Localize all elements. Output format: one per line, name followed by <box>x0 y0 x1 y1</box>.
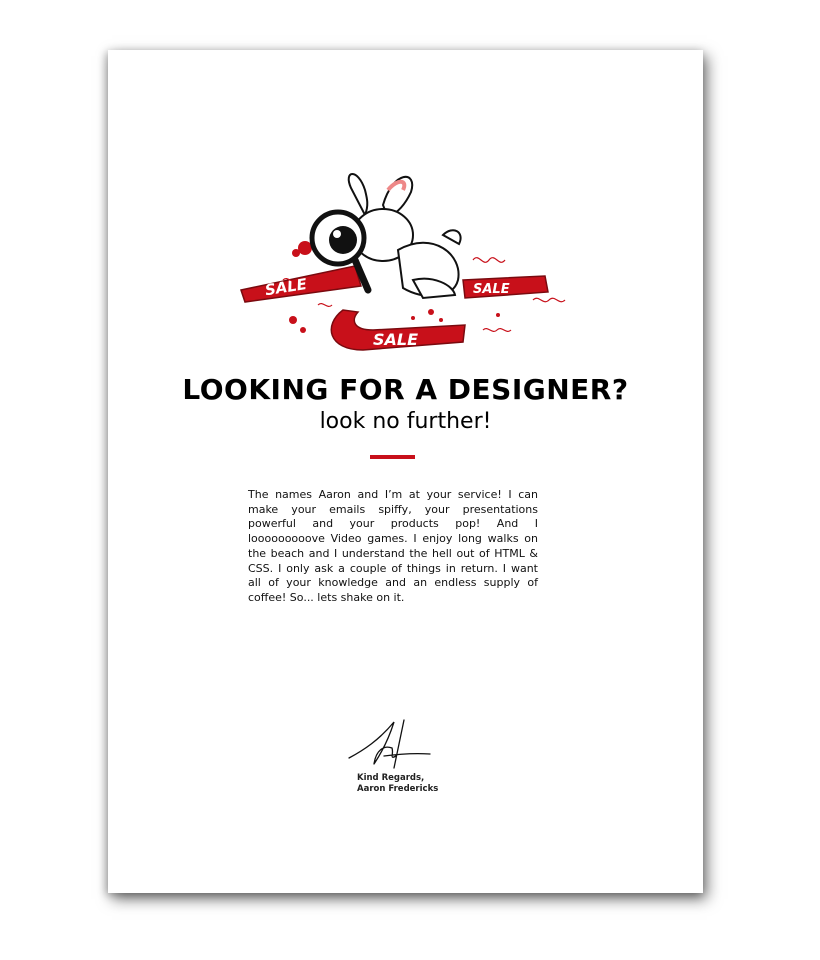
sale-banner-left <box>241 266 361 302</box>
banner-label-left: SALE <box>263 274 309 300</box>
closing-line: Kind Regards, <box>357 773 425 783</box>
subheadline: look no further! <box>319 409 492 434</box>
headline: LOOKING FOR A DESIGNER? <box>182 373 629 406</box>
signature <box>344 710 434 770</box>
sign-off <box>357 773 438 795</box>
sale-banner-right <box>463 276 548 298</box>
banner-label-curl: SALE <box>373 330 419 349</box>
sale-banner-curl <box>331 310 465 350</box>
poster-page <box>108 50 703 893</box>
bunny-sale-illustration <box>233 160 613 400</box>
author-name: Aaron Fredericks <box>357 784 439 794</box>
body-paragraph: The names Aaron and I’m at your service! I can make your emails spiffy, your presentations powerful and your products pop! And I looooooooove Video games. I enjoy long walks on the beach and I understand the hell out of HTML & CSS. I only ask a couple of things in return. I want all of your knowledge and an endless supply of coffee! So... lets shake on it. <box>248 488 538 604</box>
accent-divider <box>370 455 415 459</box>
banner-label-right: SALE <box>473 282 510 297</box>
